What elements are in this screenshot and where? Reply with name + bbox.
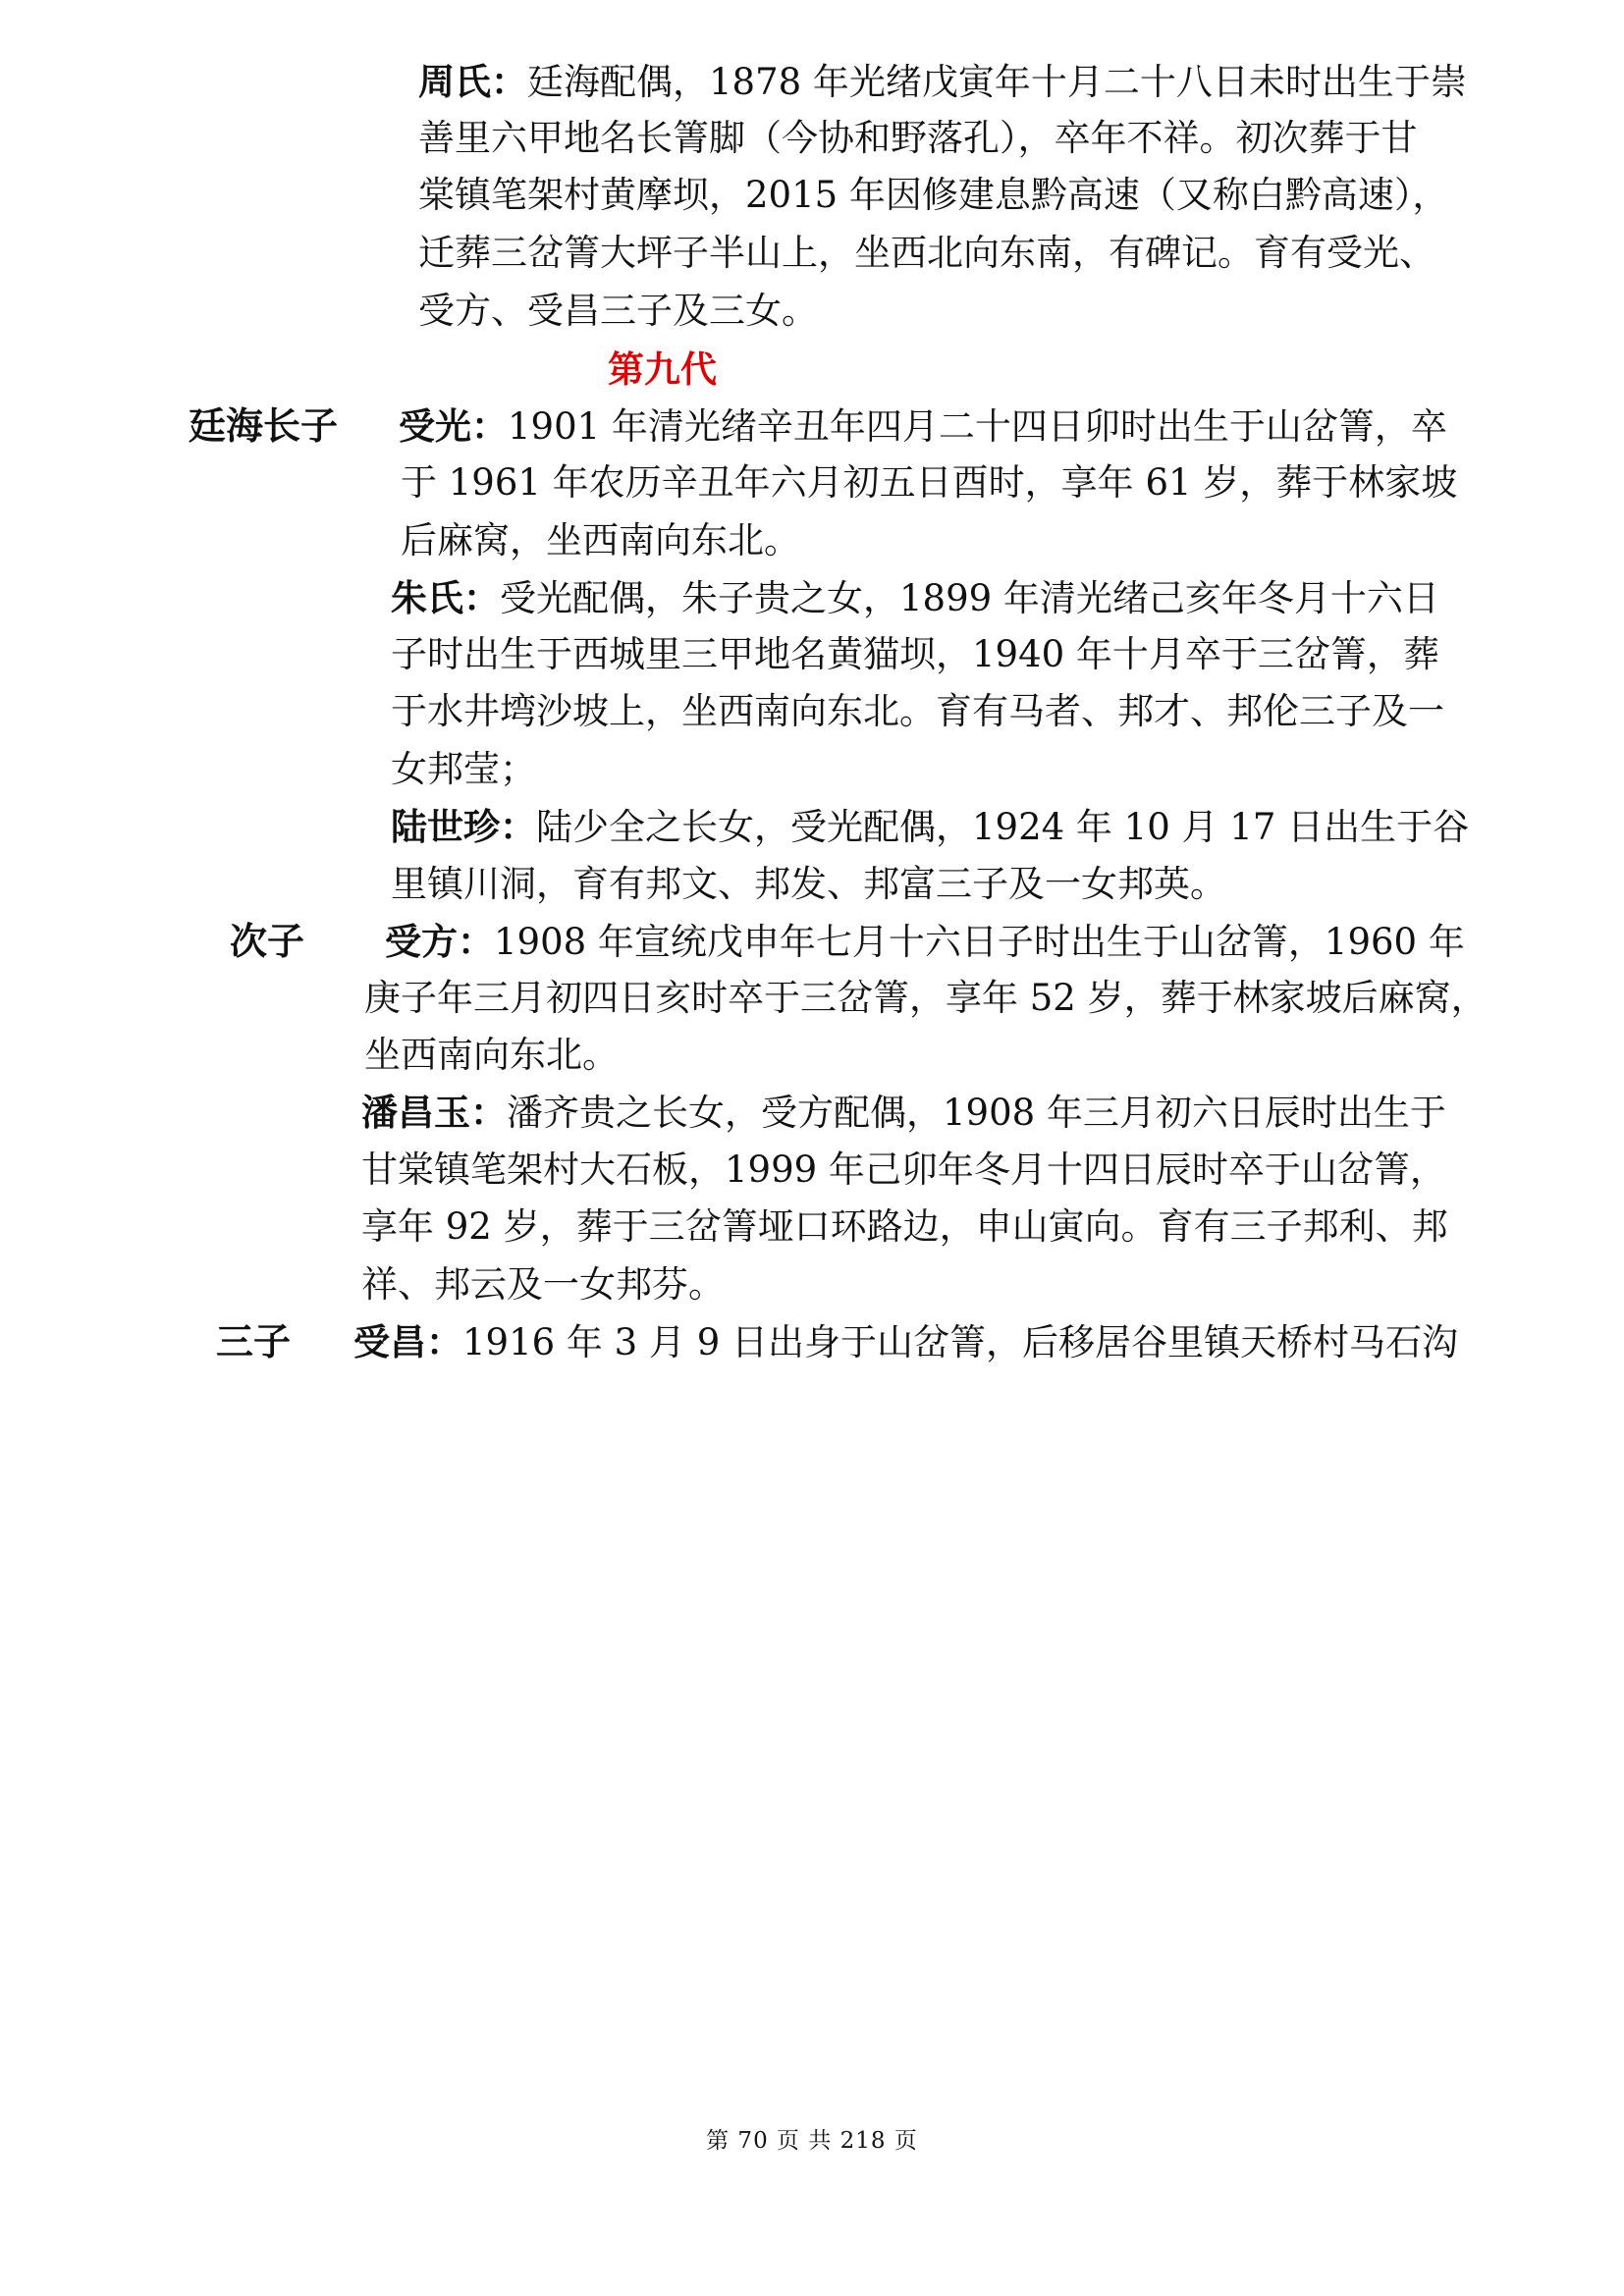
generation-heading: 第九代 [608, 347, 717, 391]
entry-line: 迁葬三岔箐大坪子半山上，坐西北向东南，有碑记。育有受光、 [418, 232, 1435, 274]
entry-line: 祥、邦云及一女邦芬。 [361, 1263, 725, 1306]
entry-line [391, 575, 1439, 621]
entry-line: 于水井塆沙坡上，坐西南向东北。育有马者、邦才、邦伦三子及一 [391, 690, 1444, 732]
entry-line: 受方、受昌三子及三女。 [418, 290, 818, 332]
entry-line [391, 804, 1469, 850]
entry-text: 1901 年清光绪辛丑年四月二十四日卯时出生于山岔箐，卒 [508, 405, 1447, 448]
person-name: 受方： [385, 920, 494, 963]
entry-line: 棠镇笔架村黄摩坝，2015 年因修建息黔高速（又称白黔高速）， [418, 174, 1449, 216]
relation-label: 次子 [230, 919, 305, 963]
entry-line [399, 403, 1447, 450]
person-name: 潘昌玉： [361, 1091, 507, 1134]
entry-line [361, 1090, 1446, 1136]
entry-line: 庚子年三月初四日亥时卒于三岔箐，享年 52 岁，葬于林家坡后麻窝， [364, 977, 1488, 1019]
page-number: 第 70 页 共 218 页 [706, 2128, 918, 2154]
entry-line: 于 1961 年农历辛丑年六月初五日酉时，享年 61 岁，葬于林家坡 [401, 461, 1458, 504]
entry-line [385, 919, 1465, 965]
person-name: 受昌： [353, 1320, 462, 1363]
entry-text: 廷海配偶，1878 年光绪戊寅年十月二十八日未时出生于崇 [527, 61, 1467, 103]
entry-line: 女邦莹； [391, 748, 536, 790]
entry-line: 里镇川洞，育有邦文、邦发、邦富三子及一女邦英。 [391, 863, 1226, 905]
entry-line: 甘棠镇笔架村大石板，1999 年己卯年冬月十四日辰时卒于山岔箐， [361, 1148, 1446, 1191]
relation-label: 三子 [216, 1319, 292, 1363]
entry-line: 子时出生于西城里三甲地名黄猫坝，1940 年十月卒于三岔箐，葬 [391, 633, 1439, 675]
entry-text: 1916 年 3 月 9 日出身于山岔箐，后移居谷里镇天桥村马石沟 [462, 1321, 1459, 1363]
entry-text: 陆少全之长女，受光配偶，1924 年 10 月 17 日出生于谷 [536, 806, 1470, 848]
entry-text: 受光配偶，朱子贵之女，1899 年清光绪己亥年冬月十六日 [500, 577, 1439, 619]
person-name: 受光： [399, 404, 508, 448]
entry-line: 坐西南向东北。 [364, 1034, 619, 1076]
entry-text: 潘齐贵之长女，受方配偶，1908 年三月初六日辰时出生于 [507, 1092, 1446, 1134]
person-name: 周氏： [418, 60, 527, 103]
entry-line: 享年 92 岁，葬于三岔箐垭口环路边，申山寅向。育有三子邦利、邦 [361, 1205, 1448, 1248]
entry-line: 善里六甲地名长箐脚（今协和野落孔），卒年不祥。初次葬于甘 [418, 117, 1418, 159]
entry-line: 后麻窝，坐西南向东北。 [401, 519, 800, 561]
person-name: 陆世珍： [391, 805, 536, 848]
person-name: 朱氏： [391, 576, 500, 619]
entry-line [418, 59, 1467, 105]
entry-text: 1908 年宣统戊申年七月十六日子时出生于山岔箐，1960 年 [494, 921, 1465, 963]
entry-line [353, 1319, 1458, 1365]
relation-label: 廷海长子 [189, 403, 339, 448]
